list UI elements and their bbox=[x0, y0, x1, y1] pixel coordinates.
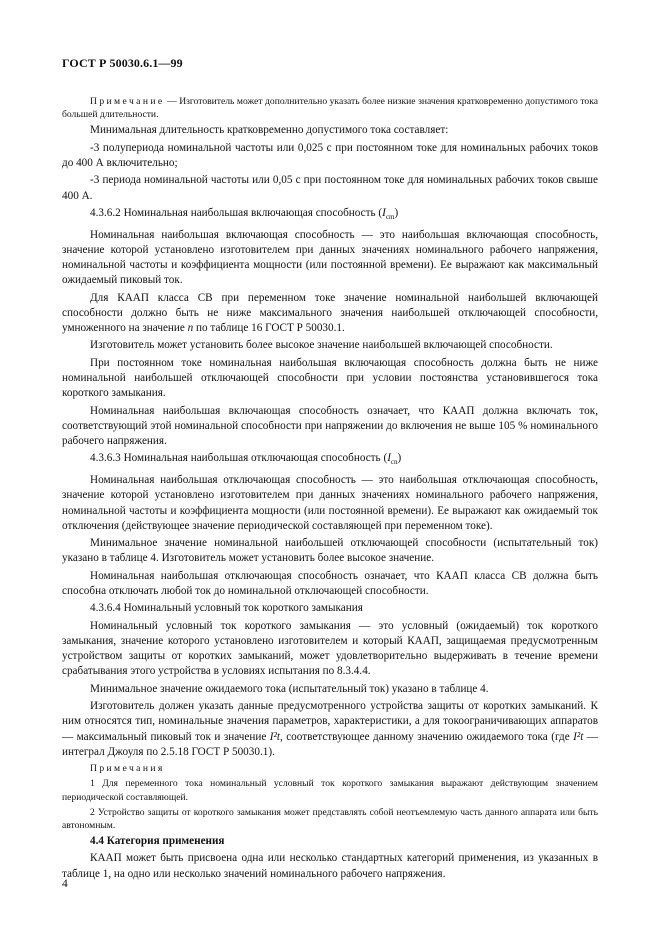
page-number: 4 bbox=[62, 878, 68, 890]
text: — интеграл Джоуля по 2.5.18 ГОСТ Р 50030.1). bbox=[62, 730, 598, 758]
symbol: I²t bbox=[573, 730, 584, 743]
symbol-subscript: cm bbox=[385, 213, 395, 222]
paragraph: Номинальная наибольшая отключающая способность означает, что КААП класса СВ должна быть способна отключать любой ток до номинальной отключающей способности. bbox=[62, 569, 598, 597]
paragraph: Номинальная наибольшая отключающая способность — это наибольшая отключающая способность, значение которой установлено изготовителем при данных значениях номинального рабочего напряжения, номинальной частоты и коэффициента мощности (или постоянной времени). Ее выражают как ожидаемый ток отключения (действующее значение периодической составляющей при переменном токе). bbox=[62, 474, 598, 532]
paragraph: КААП может быть присвоена одна или несколько стандартных категорий применения, из указанных в таблице 1, на одно или несколько значений номинального рабочего напряжения. bbox=[62, 852, 598, 880]
text: Для КААП класса СВ при переменном токе значение номинальной наибольшей включающей способности должно быть не ниже максимального значения наибольшей отключающей способности, умноженного на значение bbox=[62, 291, 598, 335]
symbol: I bbox=[387, 452, 391, 465]
paragraph: Изготовитель может установить более высокое значение наибольшей включающей способности. bbox=[90, 339, 553, 352]
document-body bbox=[62, 95, 598, 884]
page-header: ГОСТ Р 50030.6.1—99 bbox=[62, 56, 183, 70]
paragraph: Минимальное значение номинальной наибольшей отключающей способности (испытательный ток) указано в таблице 4. Изготовитель может установить более высокое значение. bbox=[62, 537, 598, 565]
paragraph bbox=[62, 291, 598, 337]
note-top bbox=[62, 95, 598, 121]
symbol-subscript: cn bbox=[390, 458, 398, 467]
min-duration-intro: Минимальная длительность кратковременно допустимого тока составляет: bbox=[90, 124, 449, 137]
paragraph: Минимальное значение ожидаемого тока (испытательный ток) указано в таблице 4. bbox=[90, 682, 489, 695]
section-title-close: ) bbox=[394, 206, 399, 219]
min-duration-item-2: -3 периода номинальной частоты или 0,05 с при постоянном токе для номинальных рабочих токов свыше 400 А. bbox=[62, 174, 598, 202]
notes-label-text: Примечания bbox=[90, 763, 165, 775]
section-4-3-6-2-title bbox=[62, 206, 598, 225]
symbol: I²t bbox=[269, 730, 280, 743]
section-title-text: 4.3.6.3 Номинальная наибольшая отключающая способность ( bbox=[90, 452, 388, 465]
min-duration-item-1: -3 полупериода номинальной частоты или 0,025 с при постоянном токе для номинальных рабочих токов до 400 А включительно; bbox=[62, 141, 598, 169]
note-2: 2 Устройство защиты от короткого замыкания может представлять собой неотъемлемую часть данного аппарата или быть автономным. bbox=[62, 806, 598, 832]
section-4-3-6-3-title bbox=[62, 451, 598, 470]
section-title-text: 4.3.6.2 Номинальная наибольшая включающая способность ( bbox=[90, 206, 383, 219]
note-text: — Изготовитель может дополнительно указать более низкие значения кратковременно допустимого тока большей длительности. bbox=[62, 96, 598, 121]
note-1: 1 Для переменного тока номинальный условный ток короткого замыкания выражают действующим значением периодической составляющей. bbox=[62, 778, 598, 803]
symbol: I bbox=[382, 206, 386, 219]
paragraph: Номинальная наибольшая включающая способность означает, что КААП должна включать ток, соответствующий этой номинальной способности при напряжении до включения не выше 105 % номинального рабочего напряжения. bbox=[62, 404, 598, 448]
paragraph: Номинальный условный ток короткого замыкания — это условный (ожидаемый) ток короткого замыкания, значение которого установлено изготовителем и который КААП, защищаемая предусмотренным устройством защиты от коротких замыканий, может удовлетворительно выдерживать в течение времени срабатывания этого устройства в условиях испытания по 8.3.4.4. bbox=[62, 619, 598, 678]
section-title-close: ) bbox=[397, 452, 402, 465]
text: Изготовитель должен указать данные предусмотренного устройства защиты от коротких замыканий. К ним относятся тип, номинальные значения параметров, характеристики, а для токоограничивающих аппаратов — максимальный пиковый ток и значение bbox=[62, 700, 598, 743]
paragraph: При постоянном токе номинальная наибольшая включающая способность должна быть не ниже номинальной наибольшей отключающей способности при условии постоянства установившегося тока короткого замыкания. bbox=[62, 356, 598, 400]
section-4-3-6-4-title: 4.3.6.4 Номинальный условный ток короткого замыкания bbox=[90, 602, 363, 615]
note-label: Примечание bbox=[90, 96, 165, 107]
text: , соответствующее данному значению ожидаемого тока (где bbox=[279, 730, 574, 743]
text: по таблице 16 ГОСТ Р 50030.1. bbox=[193, 322, 345, 335]
variable: n bbox=[187, 322, 194, 335]
paragraph bbox=[62, 699, 598, 760]
notes-label bbox=[62, 762, 598, 775]
paragraph: Номинальная наибольшая включающая способность — это наибольшая включающая способность, значение которой установлено изготовителем при данных значениях номинального рабочего напряжения, номинальной частоты и коэффициента мощности (или постоянной времени). Ее выражают как максимальный ожидаемый пиковый ток. bbox=[62, 228, 598, 287]
section-4-4-title: 4.4 Категория применения bbox=[90, 835, 225, 848]
